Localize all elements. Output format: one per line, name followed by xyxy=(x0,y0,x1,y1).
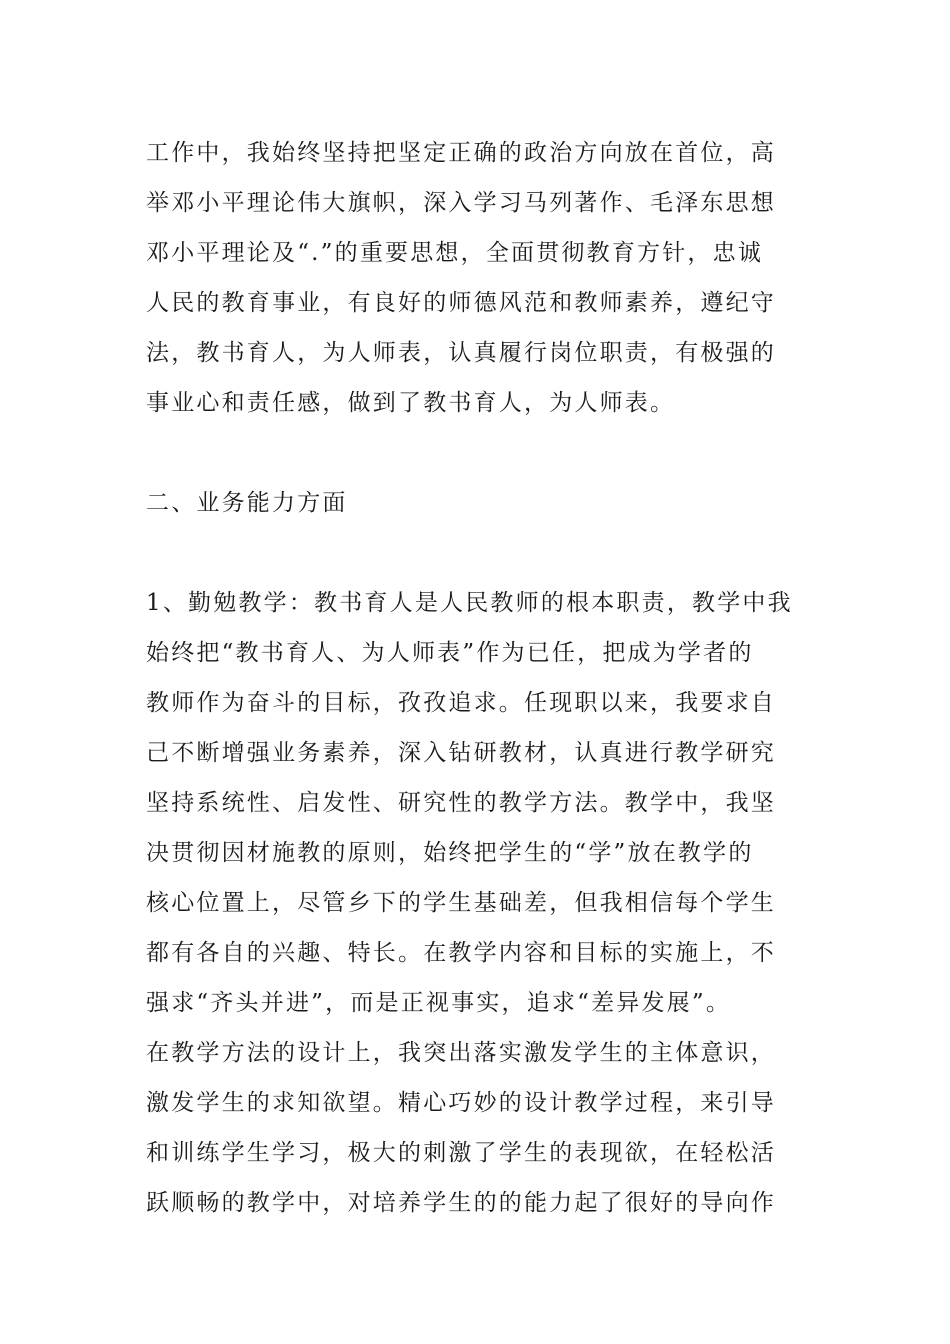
text-line: 和训练学生学习，极大的刺激了学生的表现欲，在轻松活 xyxy=(146,1140,776,1166)
text-line: 举邓小平理论伟大旗帜，深入学习马列著作、毛泽东思想 xyxy=(146,190,776,216)
paragraph-diligent-teaching xyxy=(146,582,806,1232)
text-line: 决贯彻因材施教的原则，始终把学生的“学”放在教学的 xyxy=(146,840,754,866)
text-line: 核心位置上，尽管乡下的学生基础差，但我相信每个学生 xyxy=(146,890,776,916)
text-line: 法，教书育人，为人师表，认真履行岗位职责，有极强的 xyxy=(146,340,776,366)
text-line: 都有各自的兴趣、特长。在教学内容和目标的实施上，不 xyxy=(146,940,776,966)
text-line: 始终把“教书育人、为人师表”作为已任，把成为学者的 xyxy=(146,640,754,666)
text-line: 工作中，我始终坚持把坚定正确的政治方向放在首位，高 xyxy=(146,140,776,166)
text-line: 坚持系统性、启发性、研究性的教学方法。教学中，我坚 xyxy=(146,790,776,816)
text-line: 激发学生的求知欲望。精心巧妙的设计教学过程，来引导 xyxy=(146,1090,776,1116)
text-line: 1、勤勉教学：教书育人是人民教师的根本职责，教学中我 xyxy=(146,590,793,616)
document-body xyxy=(146,132,806,1232)
paragraph-political-stance xyxy=(146,132,806,432)
text-line: 教师作为奋斗的目标，孜孜追求。任现职以来，我要求自 xyxy=(146,690,776,716)
paragraph-gap xyxy=(146,432,806,482)
section-heading: 二、业务能力方面 xyxy=(146,490,348,516)
text-line: 强求“齐头并进”，而是正视事实，追求“差异发展”。 xyxy=(146,990,732,1016)
text-line: 邓小平理论及“.”的重要思想，全面贯彻教育方针，忠诚 xyxy=(146,240,764,266)
text-line: 人民的教育事业，有良好的师德风范和教师素养，遵纪守 xyxy=(146,290,776,316)
text-line: 己不断增强业务素养，深入钻研教材，认真进行教学研究 xyxy=(146,740,776,766)
text-line: 在教学方法的设计上，我突出落实激发学生的主体意识， xyxy=(146,1040,776,1066)
paragraph-gap xyxy=(146,532,806,582)
text-line: 跃顺畅的教学中，对培养学生的的能力起了很好的导向作 xyxy=(146,1190,776,1216)
text-line: 事业心和责任感，做到了教书育人，为人师表。 xyxy=(146,390,676,416)
